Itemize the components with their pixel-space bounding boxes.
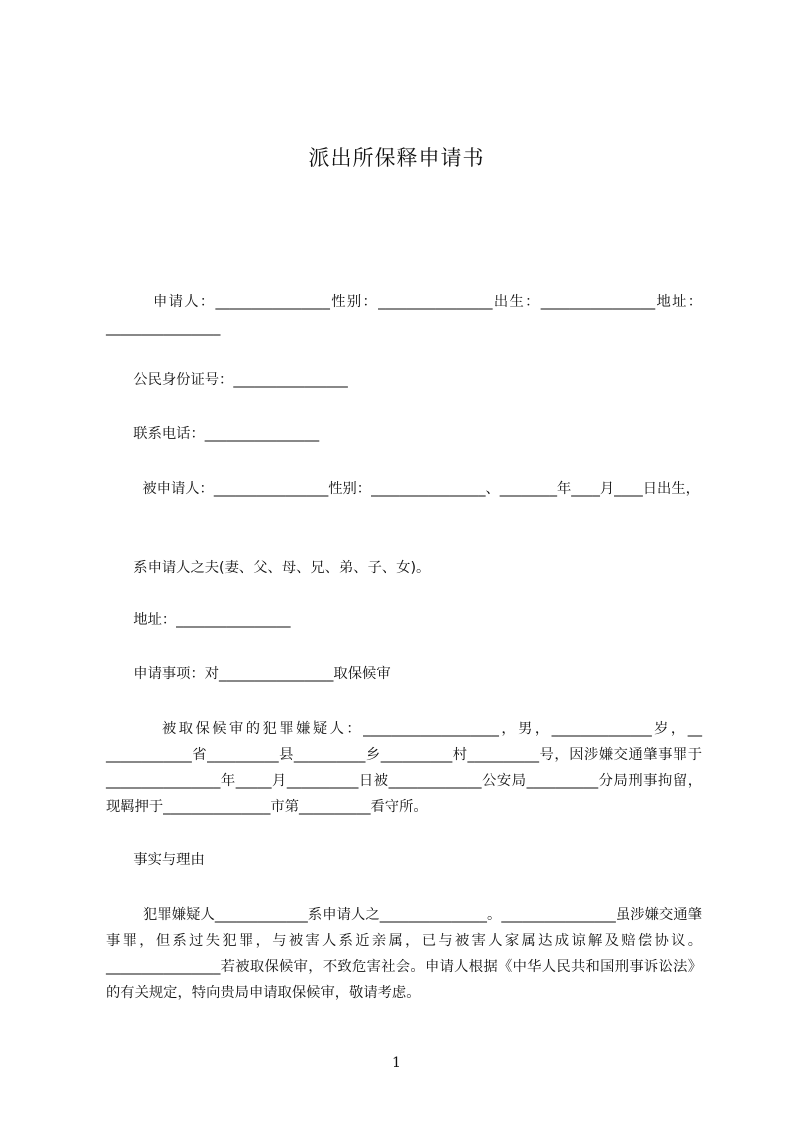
suspect-details-paragraph: 被取保候审的犯罪嫌疑人：___________________，男，______________岁，__ ____________省__________县__________乡__________村__________号，因涉嫌交通肇事罪于________________年_____月__________日被_____________公安局__________分局刑事拘留，现羁押于_______________市第__________看守所。 bbox=[106, 721, 702, 815]
facts-reasons-paragraph: 犯罪嫌疑人_____________系申请人之_______________。________________虽涉嫌交通肇事罪，但系过失犯罪，与被害人系近亲属，已与被害人家属达成谅解及赔偿协议。________________若被取保候审，不致危害社会。申请人根据《中华人民共和国刑事诉讼法》的有关规定，特向贵局申请取保候审，敬请考虑。 bbox=[106, 907, 702, 1001]
address-paragraph: 地址：________________ bbox=[106, 612, 291, 628]
application-matter-paragraph: 申请事项：对________________取保候审 bbox=[106, 666, 391, 682]
respondent-paragraph: 被申请人：________________性别：________________、________年____月____日出生， bbox=[106, 481, 700, 497]
relation-paragraph: 系申请人之夫(妻、父、母、兄、弟、子、女)。 bbox=[106, 560, 431, 576]
page-number: 1 bbox=[392, 1055, 401, 1071]
phone-paragraph: 联系电话：________________ bbox=[106, 426, 320, 442]
page-title: 派出所保释申请书 bbox=[308, 146, 485, 170]
id-number-paragraph: 公民身份证号：________________ bbox=[106, 372, 348, 388]
facts-reasons-heading: 事实与理由 bbox=[106, 852, 205, 868]
applicant-paragraph: 申请人：________________性别：________________出生：________________地址：________________ bbox=[106, 294, 702, 336]
